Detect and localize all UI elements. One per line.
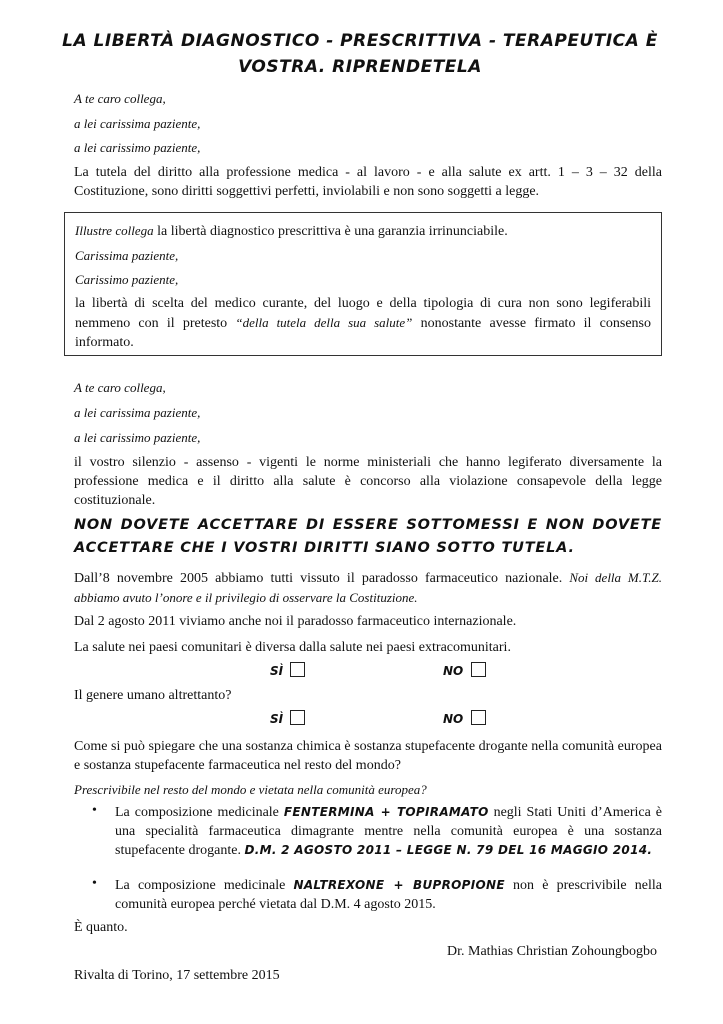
place-and-date: Rivalta di Torino, 17 settembre 2015 [74,968,280,983]
question-humankind: Il genere umano altrettanto? [74,688,232,703]
yes-checkbox-2[interactable] [290,710,305,725]
no-label-2: NO [443,712,464,726]
yes-label-1: SÌ [270,664,284,678]
box-paragraph-start: la libertà di scelta del medico curante, del luogo e della tipologia di cura non sono legiferabili nemmeno con il pretesto [75,296,651,331]
question-prescribable: Prescrivibile nel resto del mondo e vietata nella comunità europea? [74,782,427,797]
greeting-female-patient: a lei carissima paziente, [74,116,201,131]
framed-notice [64,212,662,356]
yes-checkbox-1[interactable] [290,662,305,677]
box-line-3: Carissimo paziente, [75,272,179,287]
no-label-1: NO [443,664,464,678]
greeting-female-patient-2: a lei carissima paziente, [74,405,201,420]
bullet-1-marker: • [92,803,97,818]
paragraph-2005-text: Dall’8 novembre 2005 abbiamo tutti vissuto il paradosso farmaceutico nazionale. [74,571,570,586]
box-paragraph [75,294,651,352]
bullet-1-drug: FENTERMINA + TOPIRAMATO [283,805,489,819]
question-health: La salute nei paesi comunitari è diversa dalla salute nei paesi extracomunitari. [74,640,511,655]
paragraph-2005 [74,568,662,608]
signature: Dr. Mathias Christian Zohoungbogbo [447,944,657,959]
greeting-colleague: A te caro collega, [74,91,166,106]
box-paragraph-quote: “della tutela della sua salute” [235,315,413,330]
title-line-2: VOSTRA. RIPRENDETELA [238,57,482,77]
bullet-1-start: La composizione medicinale [115,805,284,820]
bullet-1 [115,803,662,860]
box-paragraph-end: nonostante avesse firmato il consenso informato. [75,316,651,350]
greeting-colleague-2: A te caro collega, [74,380,166,395]
question-substance: Come si può spiegare che una sostanza chimica è sostanza stupefacente drogante nella comunità europea e sostanza stupefacente farmaceutica nel resto del mondo? [74,739,662,773]
no-checkbox-2[interactable] [471,710,486,725]
closing-line: È quanto. [74,920,128,935]
box-line-2: Carissima paziente, [75,248,179,263]
paragraph-2011: Dal 2 agosto 2011 viviamo anche noi il paradosso farmaceutico internazionale. [74,614,517,629]
greeting-male-patient: a lei carissimo paziente, [74,140,201,155]
box-line-1-italic: Illustre collega [75,223,154,238]
title-line-1: LA LIBERTÀ DIAGNOSTICO - PRESCRITTIVA - TERAPEUTICA È [62,31,658,51]
bullet-2-start: La composizione medicinale [115,878,294,893]
bullet-1-reference: D.M. 2 AGOSTO 2011 – LEGGE N. 79 DEL 16 MAGGIO 2014. [244,843,653,857]
box-line-1-text: la libertà diagnostico prescrittiva è una garanzia irrinunciabile. [153,224,508,239]
paragraph-rights: La tutela del diritto alla professione medica - al lavoro - e alla salute ex artt. 1 – 3 – 32 della Costituzione, sono diritti soggettivi perfetti, inviolabili e non sono soggetti a legge. [74,165,662,199]
bullet-2 [115,876,662,914]
paragraph-silence: il vostro silenzio - assenso - vigenti le norme ministeriali che hanno legiferato diversamente la professione medica e il diritto alla salute è concorso alla violazione consapevole della legge costituzionale. [74,455,662,508]
box-line-1 [75,221,651,241]
greeting-male-patient-2: a lei carissimo paziente, [74,430,201,445]
bullet-2-drug: NALTREXONE + BUPROPIONE [293,878,505,892]
bullet-2-marker: • [92,876,97,891]
emphasis-heading: NON DOVETE ACCETTARE DI ESSERE SOTTOMESSI E NON DOVETE ACCETTARE CHE I VOSTRI DIRITTI SIANO SOTTO TUTELA. [74,517,662,556]
no-checkbox-1[interactable] [471,662,486,677]
yes-label-2: SÌ [270,712,284,726]
bullet-1-mid: negli Stati Uniti d’America è una specialità farmaceutica dimagrante mentre nella comunità europea è una sostanza stupefacente drogante. [115,805,662,858]
paragraph-2005-italic: Noi della M.T.Z. abbiamo avuto l’onore e il privilegio di osservare la Costituzione. [74,570,662,605]
bullet-2-end: non è prescrivibile nella comunità europea perché vietata dal D.M. 4 agosto 2015. [115,878,662,912]
document-title [60,28,660,80]
